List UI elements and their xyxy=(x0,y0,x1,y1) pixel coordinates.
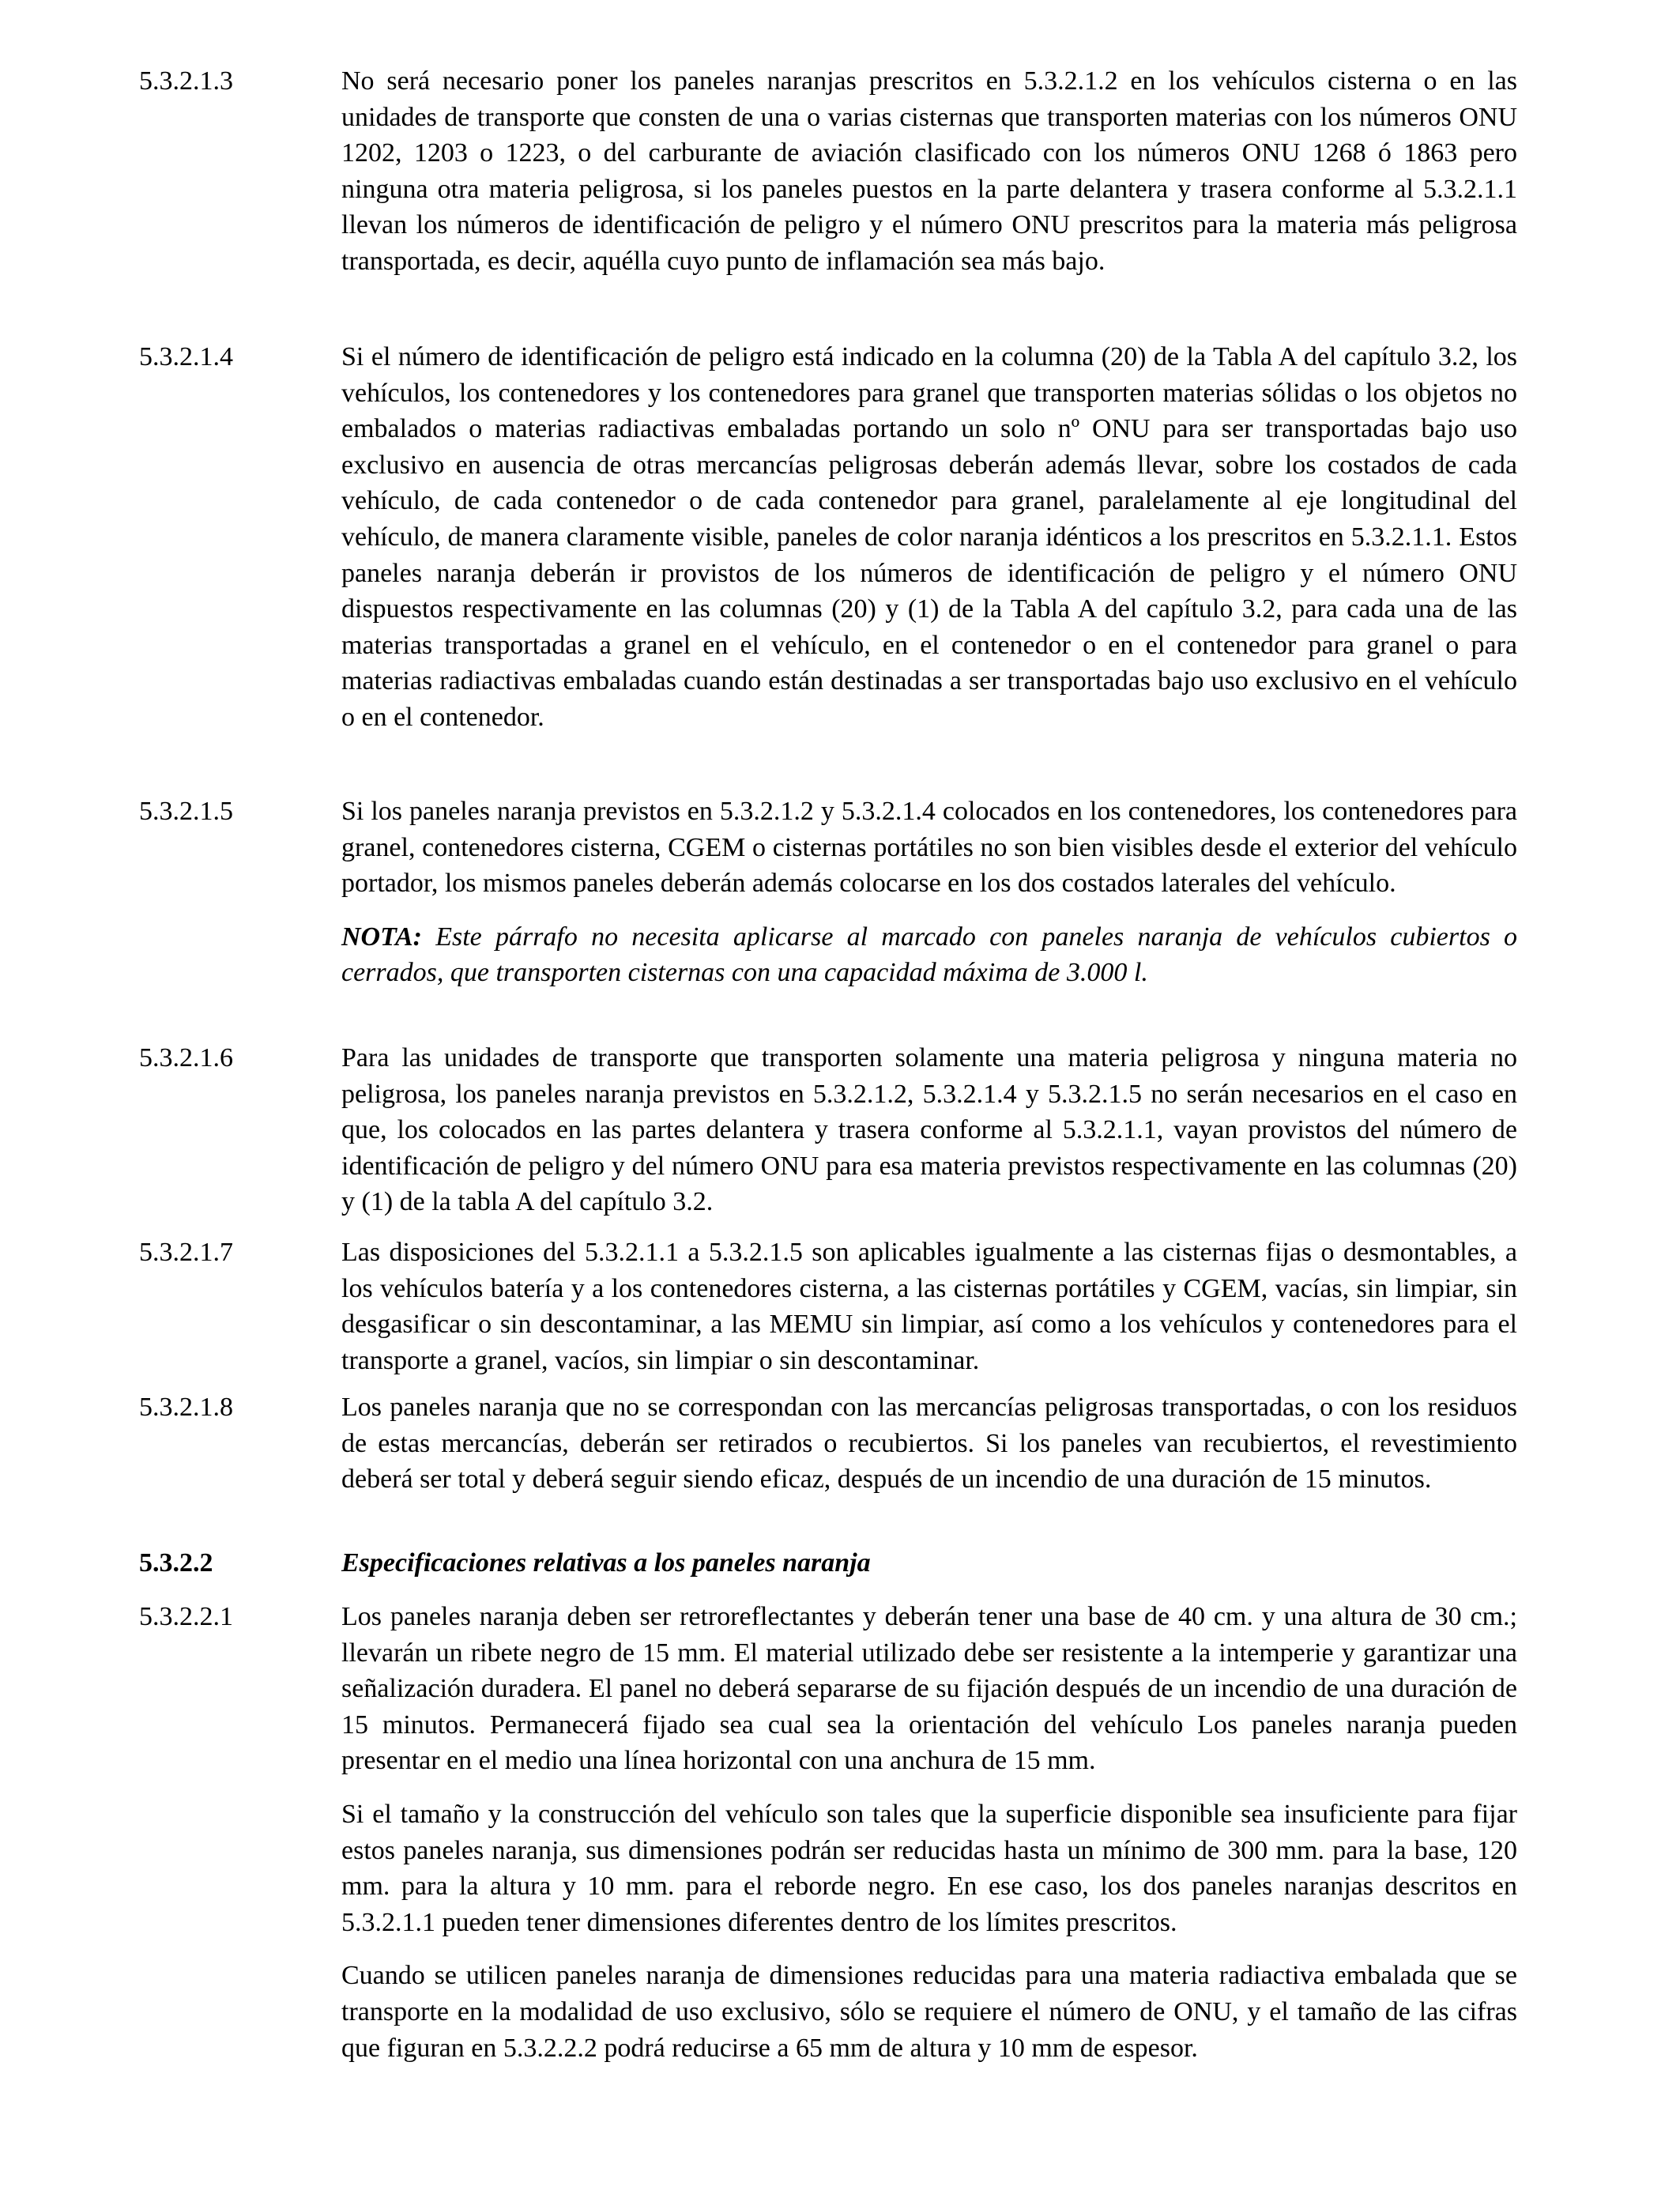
section-body xyxy=(341,339,1517,736)
section-body xyxy=(341,794,1517,991)
paragraph: Los paneles naranja deben ser retroreflectantes y deberán tener una base de 40 cm. y una altura de 30 cm.; llevarán un ribete negro de 15 mm. El material utilizado debe ser resistente a la intemperie y garantizar una señalización duradera. El panel no deberá separarse de su fijación después de un incendio de una duración de 15 minutos. Permanecerá fijado sea cual sea la orientación del vehículo Los paneles naranja pueden presentar en el medio una línea horizontal con una anchura de 15 mm. xyxy=(341,1602,1517,1776)
section-number: 5.3.2.1.7 xyxy=(139,1238,233,1267)
section-number: 5.3.2.2 xyxy=(139,1548,213,1578)
section-number: 5.3.2.1.6 xyxy=(139,1043,233,1072)
note-paragraph xyxy=(341,919,1517,991)
section-body xyxy=(341,1599,1517,2066)
paragraph: Si el tamaño y la construcción del vehículo son tales que la superficie disponible sea insuficiente para fijar estos paneles naranja, sus dimensiones podrán ser reducidas hasta un mínimo de 300 mm. para la base, 120 mm. para la altura y 10 mm. para el reborde negro. En ese caso, los dos paneles naranjas descritos en 5.3.2.1.1 pueden tener dimensiones diferentes dentro de los límites prescritos. xyxy=(341,1799,1517,1937)
section-body xyxy=(341,1235,1517,1378)
section-body xyxy=(341,63,1517,280)
paragraph: Si los paneles naranja previstos en 5.3.2.1.2 y 5.3.2.1.4 colocados en los contenedores, los contenedores para granel, contenedores cisterna, CGEM o cisternas portátiles no son bien visibles desde el exterior del vehículo portador, los mismos paneles deberán además colocarse en los dos costados laterales del vehículo. xyxy=(341,797,1517,899)
paragraph: No será necesario poner los paneles naranjas prescritos en 5.3.2.1.2 en los vehículos cisterna o en las unidades de transporte que consten de una o varias cisternas que transporten materias con los números ONU 1202, 1203 o 1223, o del carburante de aviación clasificado con los números ONU 1268 ó 1863 pero ninguna otra materia peligrosa, si los paneles puestos en la parte delantera y trasera conforme al 5.3.2.1.1 llevan los números de identificación de peligro y el número ONU prescritos para la materia más peligrosa transportada, es decir, aquélla cuyo punto de inflamación sea más bajo. xyxy=(341,66,1517,276)
note-text: Este párrafo no necesita aplicarse al marcado con paneles naranja de vehículos cubiertos o cerrados, que transporten cisternas con una capacidad máxima de 3.000 l. xyxy=(341,922,1518,988)
paragraph: Para las unidades de transporte que transporten solamente una materia peligrosa y ninguna materia no peligrosa, los paneles naranja previstos en 5.3.2.1.2, 5.3.2.1.4 y 5.3.2.1.5 no serán necesarios en el caso en que, los colocados en las partes delantera y trasera conforme al 5.3.2.1.1, vayan provistos del número de identificación de peligro y del número ONU para esa materia previstos respectivamente en las columnas (20) y (1) de la tabla A del capítulo 3.2. xyxy=(341,1043,1517,1217)
paragraph: Los paneles naranja que no se correspondan con las mercancías peligrosas transportadas, o con los residuos de estas mercancías, deberán ser retirados o recubiertos. Si los paneles van recubiertos, el revestimiento deberá ser total y deberá seguir siendo eficaz, después de un incendio de una duración de 15 minutos. xyxy=(341,1393,1517,1495)
section-number: 5.3.2.1.8 xyxy=(139,1393,233,1422)
section-body xyxy=(341,1040,1517,1220)
paragraph: Las disposiciones del 5.3.2.1.1 a 5.3.2.1.5 son aplicables igualmente a las cisternas fijas o desmontables, a los vehículos batería y a los contenedores cisterna, a las cisternas portátiles y CGEM, vacías, sin limpiar, sin desgasificar o sin descontaminar, a las MEMU sin limpiar, así como a los vehículos y contenedores para el transporte a granel, vacíos, sin limpiar o sin descontaminar. xyxy=(341,1238,1517,1375)
section-number: 5.3.2.1.5 xyxy=(139,797,233,826)
paragraph: Cuando se utilicen paneles naranja de dimensiones reducidas para una materia radiactiva embalada que se transporte en la modalidad de uso exclusivo, sólo se requiere el número de ONU, y el tamaño de las cifras que figuran en 5.3.2.2.2 podrá reducirse a 65 mm de altura y 10 mm de espesor. xyxy=(341,1961,1517,2063)
section-heading xyxy=(341,1545,1517,1581)
section-number: 5.3.2.1.3 xyxy=(139,66,233,96)
heading-text: Especificaciones relativas a los paneles naranja xyxy=(341,1548,871,1578)
paragraph: Si el número de identificación de peligro está indicado en la columna (20) de la Tabla A del capítulo 3.2, los vehículos, los contenedores y los contenedores para granel que transporten materias sólidas o los objetos no embalados o materias radiactivas embaladas portando un solo nº ONU para ser transportadas bajo uso exclusivo en ausencia de otras mercancías peligrosas deberán además llevar, sobre los costados de cada vehículo, de cada contenedor o de cada contenedor para granel, paralelamente al eje longitudinal del vehículo, de manera claramente visible, paneles de color naranja idénticos a los prescritos en 5.3.2.1.1. Estos paneles naranja deberán ir provistos de los números de identificación de peligro y el número ONU dispuestos respectivamente en las columnas (20) y (1) de la Tabla A del capítulo 3.2, para cada una de las materias transportadas a granel en el vehículo, en el contenedor o en el contenedor para granel o para materias radiactivas embaladas cuando están destinadas a ser transportadas bajo uso exclusivo en el vehículo o en el contenedor. xyxy=(341,342,1517,732)
section-body xyxy=(341,1389,1517,1498)
note-label: NOTA: xyxy=(341,922,422,952)
section-number: 5.3.2.1.4 xyxy=(139,342,233,371)
section-number: 5.3.2.2.1 xyxy=(139,1602,233,1631)
